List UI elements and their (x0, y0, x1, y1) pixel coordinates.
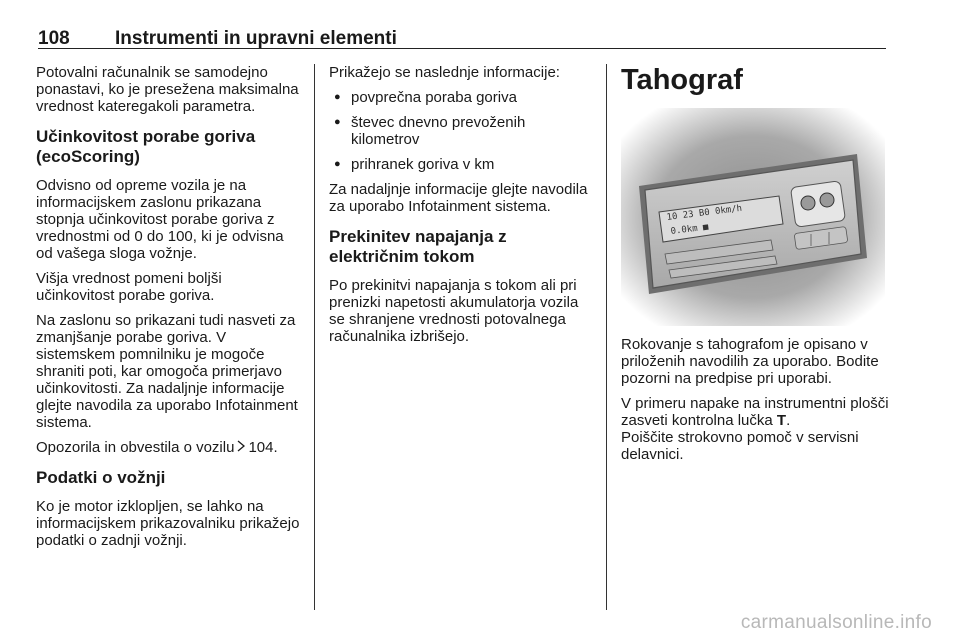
header-rule (38, 48, 886, 49)
list-item: ● povprečna poraba goriva (329, 89, 593, 106)
column-3 (621, 64, 889, 471)
tachograph-figure (621, 108, 885, 326)
page-number: 108 (38, 28, 70, 49)
button-panel (790, 181, 845, 228)
paragraph-infotainment-ref: Za nadaljnje informacije glejte navodila za uporabo Infotainment sistema. (329, 181, 588, 215)
page-ref-arrow-icon (237, 440, 245, 452)
display-line-1: 10 23 B0 0km/h (666, 203, 743, 223)
paragraph-power-interruption: Po prekinitvi napajanja s tokom ali pri prenizki napetosti akumulatorja vozila se shranjene vrednosti potovalnega računalnika izbrišejo. (329, 277, 579, 345)
heading-trip-data: Podatki o vožnji (36, 468, 166, 487)
column-1 (36, 64, 302, 557)
watermark: carmanualsonline.info (740, 612, 932, 633)
tachograph-warning-lamp-icon: T (776, 412, 787, 429)
paragraph-tachograph-fault (621, 395, 889, 463)
fault-text-end: . (786, 412, 791, 429)
warnings-ref-text: Opozorila in obvestila o vozilu (36, 439, 235, 456)
running-title: Instrumenti in upravni elementi (115, 28, 397, 49)
fault-text: V primeru napake na instrumentni plošči zasveti kontrolna lučka (621, 395, 889, 429)
column-divider-1 (314, 64, 315, 610)
tachograph-button-icon (801, 196, 815, 210)
list-item: ● prihranek goriva v km (329, 156, 593, 173)
display-line-2: 0.0km ■ (670, 222, 710, 237)
paragraph-eco-tips: Na zaslonu so prikazani tudi nasveti za zmanjšanje porabe goriva. V sistemskem pomnilniku je mogoče shraniti poti, kar omogoča primerjavo učinkovitosti. Za nadaljnje informacije glejte navodila za uporabo Infotainment sistema. (36, 312, 298, 431)
paragraph-info-intro: Prikažejo se naslednje informacije: (329, 64, 560, 81)
column-divider-2 (606, 64, 607, 610)
paragraph-reset: Potovalni računalnik se samodejno ponastavi, ko je presežena maksimalna vrednost kateregakoli parametra. (36, 64, 299, 115)
tachograph-button-icon (820, 193, 834, 207)
info-list (329, 89, 593, 173)
section-title-tahograf: Tahograf (621, 64, 743, 96)
column-2 (329, 64, 593, 353)
paragraph-eco-range: Odvisno od opreme vozila je na informacijskem zaslonu prikazana stopnja učinkovitost porabe goriva z vrednostmi od 0 do 100, ki je odvisna od vašega sloga vožnje. (36, 177, 284, 262)
heading-ecoscoring: Učinkovitost porabe goriva (ecoScoring) (36, 127, 256, 166)
paragraph-warnings-ref (36, 439, 302, 456)
paragraph-tachograph-usage: Rokovanje s tahografom je opisano v priloženih navodilih za uporabo. Bodite pozorni na predpise pri uporabi. (621, 336, 879, 387)
heading-power-interruption: Prekinitev napajanja z električnim tokom (329, 227, 507, 266)
paragraph-trip-data: Ko je motor izklopljen, se lahko na informacijskem prikazovalniku prikažejo podatki o zadnji vožnji. (36, 498, 300, 549)
list-item: ● števec dnevno prevoženih kilometrov (329, 114, 593, 148)
paragraph-eco-higher: Višja vrednost pomeni boljši učinkovitost porabe goriva. (36, 270, 222, 304)
fault-help-text: Poiščite strokovno pomoč v servisni delavnici. (621, 429, 859, 463)
warnings-ref-page[interactable]: 104. (248, 439, 278, 456)
